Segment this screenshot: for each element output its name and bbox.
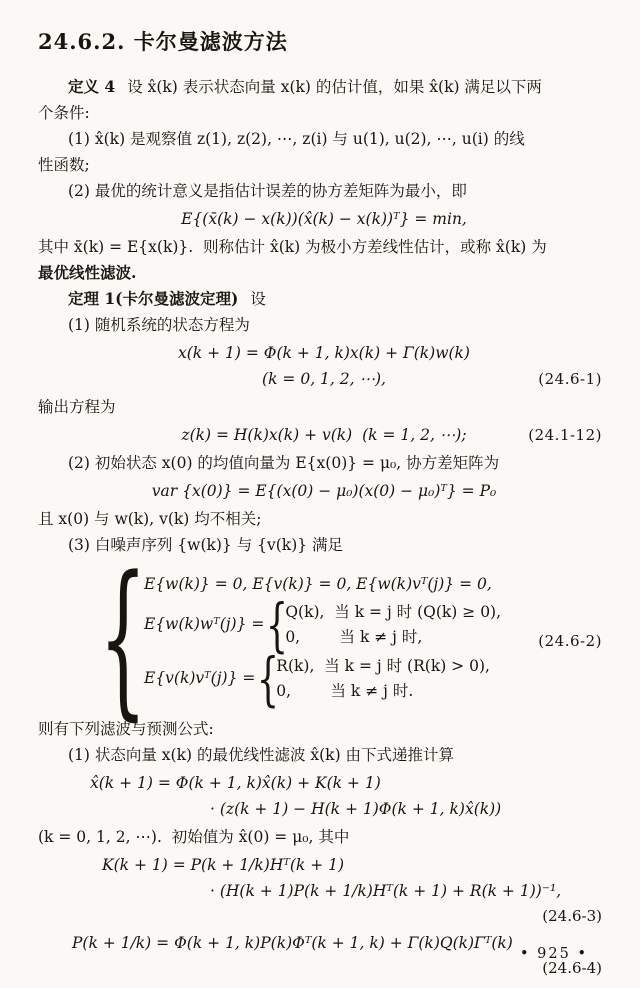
equation-label-24-6-4: (24.6-4) (542, 959, 602, 977)
theorem-item2b: 且 x(0) 与 w(k), v(k) 均不相关; (38, 510, 262, 528)
gain-equation-line1: K(k + 1) = P(k + 1/k)Hᵀ(k + 1) (102, 856, 345, 874)
variance-equation: var {x(0)} = E{(x(0) − μ₀)(x(0) − μ₀)ᵀ} = P₀ (151, 482, 497, 500)
noise-line3-head: E{v(k)vᵀ(j)} = (144, 669, 261, 687)
variance-equation-block (38, 478, 610, 504)
results-intro: 则有下列滤波与预测公式: (38, 720, 214, 738)
definition-text: 设 x̂(k) 表示状态向量 x(k) 的估计值，如果 x̂(k) 满足以下两 (127, 78, 542, 96)
theorem-item1: (1) 随机系统的状态方程为 (68, 316, 250, 334)
equation-label-24-6-2: (24.6-2) (538, 632, 602, 651)
section-title: 24.6.2. 卡尔曼滤波方法 (38, 29, 288, 54)
noise-line2 (144, 590, 502, 659)
initial-value-line: (k = 0, 1, 2, ⋯). 初始值为 x̂(0) = μ₀, 其中 (38, 828, 350, 846)
condition-1-line2: 性函数; (38, 156, 90, 174)
equation-label-24-6-1: (24.6-1) (538, 370, 602, 388)
output-equation: z(k) = H(k)x(k) + v(k) (k = 1, 2, ⋯); (181, 426, 467, 444)
noise-line3 (144, 644, 501, 713)
filter-equation-line2: · (z(k + 1) − H(k + 1)Φ(k + 1, k)x̂(k)) (210, 800, 502, 818)
output-equation-block (38, 422, 610, 448)
min-covariance-equation (38, 206, 610, 232)
inner-brace-q: { (266, 590, 289, 659)
where-line1: 其中 x̄(k) = E{x(k)}. 则称估计 x̂(k) 为极小方差线性估计，或称 x̂(k) 为 (38, 238, 547, 256)
outer-brace: { (98, 540, 148, 736)
where-line2-bold: 最优线性滤波. (38, 263, 137, 282)
min-covariance-formula: E{(x̄(k) − x(k))(x̂(k) − x(k))ᵀ} = min, (181, 210, 467, 228)
noise-line3-case1: R(k), 当 k = j 时 (R(k) > 0), (276, 656, 490, 675)
noise-line2-case2: 0, 当 k ≠ j 时, (285, 627, 423, 646)
state-equation-block (38, 340, 610, 392)
inner-brace-r: { (257, 644, 280, 713)
theorem-1-heading (38, 286, 610, 312)
gain-equation-block (38, 852, 610, 928)
noise-line1: E{w(k)} = 0, E{v(k)} = 0, E{w(k)vᵀ(j)} = 0, (144, 574, 492, 593)
theorem-item3: (3) 白噪声序列 {w(k)} 与 {v(k)} 满足 (68, 536, 344, 554)
definition-4-line2: 个条件: (38, 104, 90, 122)
page-number: • 925 • (520, 946, 588, 962)
state-equation-line2: (k = 0, 1, 2, ⋯), (262, 370, 386, 388)
definition-4-line1 (38, 74, 610, 100)
condition-1-line1: (1) x̂(k) 是观察值 z(1), z(2), ⋯, z(i) 与 u(1), u(2), ⋯, u(i) 的线 (68, 130, 525, 148)
prediction-equation: P(k + 1/k) = Φ(k + 1, k)P(k)Φᵀ(k + 1, k) + Γ(k)Q(k)Γᵀ(k) (72, 934, 513, 952)
equation-label-24-6-3: (24.6-3) (542, 907, 602, 925)
theorem-label: 定理 1(卡尔曼滤波定理) (68, 289, 239, 308)
filter-equation-line1: x̂(k + 1) = Φ(k + 1, k)x̂(k) + K(k + 1) (90, 774, 381, 792)
noise-line3-case2: 0, 当 k ≠ j 时. (276, 681, 414, 700)
condition-2: (2) 最优的统计意义是指估计误差的协方差矩阵为最小，即 (68, 182, 467, 200)
noise-line2-head: E{w(k)wᵀ(j)} = (144, 615, 270, 633)
equation-label-24-1-12: (24.1-12) (528, 426, 602, 444)
noise-line2-case1: Q(k), 当 k = j 时 (Q(k) ≥ 0), (285, 602, 502, 621)
state-equation-line1: x(k + 1) = Φ(k + 1, k)x(k) + Γ(k)w(k) (178, 344, 470, 362)
definition-label: 定义 4 (68, 77, 116, 96)
output-equation-intro: 输出方程为 (38, 398, 116, 416)
theorem-tail: 设 (250, 290, 266, 308)
noise-system-lines (144, 572, 502, 713)
filter-equation-block (38, 770, 610, 822)
gain-equation-line2: · (H(k + 1)P(k + 1/k)Hᵀ(k + 1) + R(k + 1))⁻¹, (210, 882, 562, 900)
theorem-item2: (2) 初始状态 x(0) 的均值向量为 E{x(0)} = μ₀, 协方差矩阵为 (68, 454, 500, 472)
results-item1: (1) 状态向量 x(k) 的最优线性滤波 x̂(k) 由下式递推计算 (68, 746, 455, 764)
